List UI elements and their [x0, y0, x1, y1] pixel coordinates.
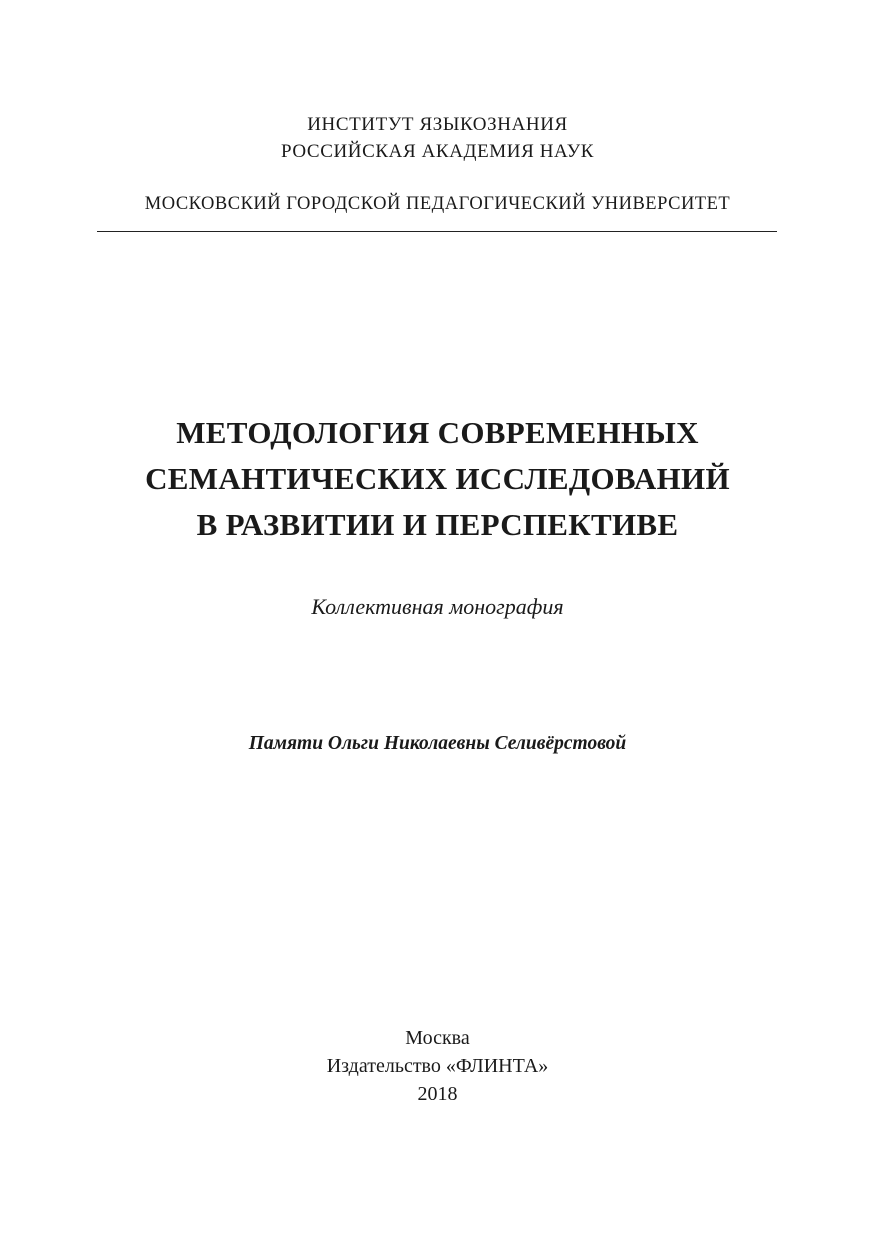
book-subtitle: Коллективная монография: [311, 594, 564, 619]
imprint-city: Москва: [405, 1027, 470, 1049]
dedication: Памяти Ольги Николаевны Селивёрстовой: [248, 733, 627, 754]
book-title-line-3: В РАЗВИТИИ И ПЕРСПЕКТИВЕ: [196, 507, 679, 542]
header-divider: [97, 231, 777, 232]
imprint-year: 2018: [417, 1083, 458, 1105]
university-name: МОСКОВСКИЙ ГОРОДСКОЙ ПЕДАГОГИЧЕСКИЙ УНИВЕРСИТЕТ: [144, 194, 731, 214]
academy-name: РОССИЙСКАЯ АКАДЕМИЯ НАУК: [280, 141, 595, 162]
imprint-publisher: Издательство «ФЛИНТА»: [326, 1055, 549, 1077]
book-title-line-1: МЕТОДОЛОГИЯ СОВРЕМЕННЫХ: [176, 415, 699, 450]
book-title-line-2: СЕМАНТИЧЕСКИХ ИССЛЕДОВАНИЙ: [145, 461, 730, 496]
institute-name: ИНСТИТУТ ЯЗЫКОЗНАНИЯ: [307, 114, 568, 135]
